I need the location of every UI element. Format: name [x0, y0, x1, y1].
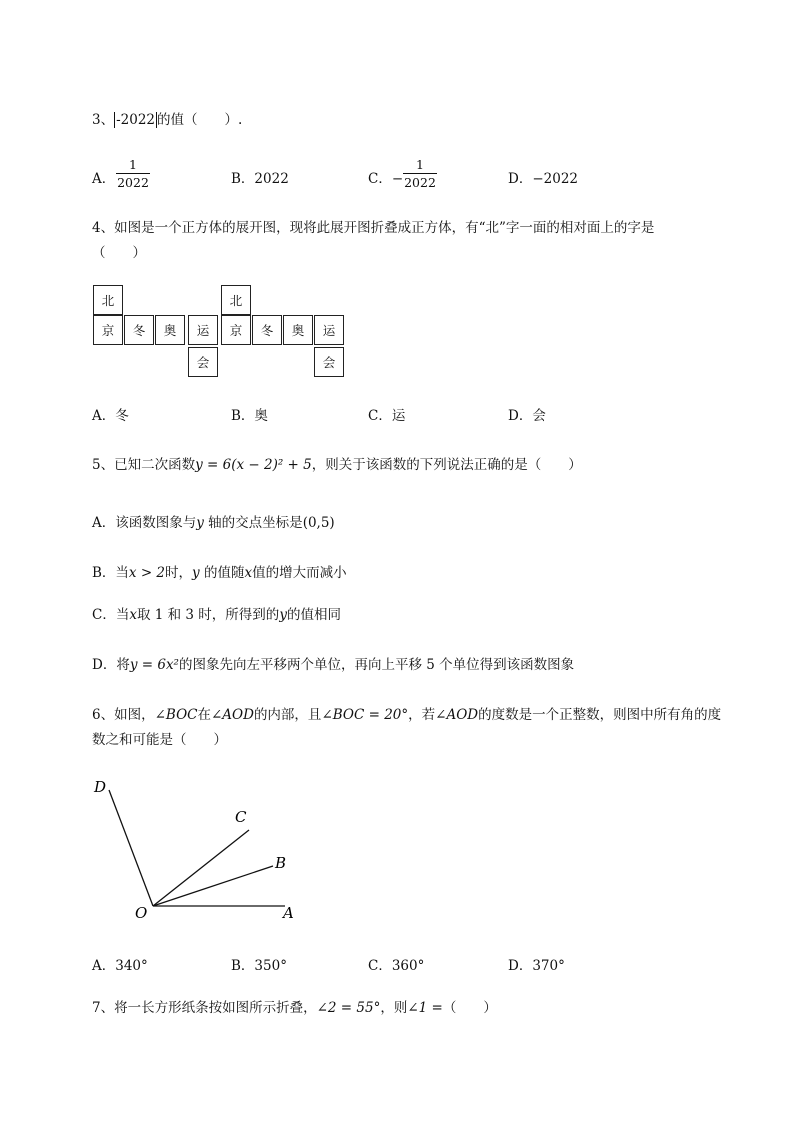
q6-option-d: D．370° — [508, 958, 565, 974]
option-text: 轴的交点坐标是 — [203, 515, 303, 531]
q4-option-a: A．冬 — [92, 408, 129, 424]
net-cell-jing: 京 — [221, 315, 251, 345]
net-cell-yun: 运 — [188, 315, 218, 345]
fraction-denominator: 2022 — [404, 175, 436, 190]
q5-stem — [92, 453, 582, 473]
net-cell-hui: 会 — [314, 347, 344, 377]
option-text: A．该函数图象与 — [92, 515, 197, 531]
q6-option-c: C．360° — [368, 958, 425, 974]
label-b: B — [275, 854, 287, 872]
stem-text: 的内部，且 — [253, 707, 322, 723]
option-text: 的图象先向左平移两个单位，再向上平移 5 个单位得到该函数图象 — [178, 657, 575, 673]
math-angle: ∠BOC — [154, 707, 198, 723]
net-cell-ao: 奥 — [155, 315, 185, 345]
fraction-bar — [116, 173, 150, 174]
q5-option-c — [92, 603, 341, 623]
net-cell-yun: 运 — [314, 315, 344, 345]
fraction-numerator: 1 — [129, 157, 137, 172]
option-text: 时， — [165, 565, 193, 581]
math-variable: y — [196, 515, 204, 531]
math-variable: x — [129, 607, 137, 623]
stem-text: 的度数是一个正整数，则图中所有角的度 — [478, 707, 722, 723]
stem-text: （ ） — [442, 1000, 497, 1016]
q7-stem — [92, 996, 497, 1016]
ray-od — [109, 790, 153, 906]
net-cell-north: 北 — [93, 285, 123, 315]
q4-option-c: C．运 — [368, 408, 406, 424]
label-d: D — [94, 778, 107, 796]
q3-option-a-label: A． — [92, 171, 116, 187]
q3-option-a-fraction — [116, 157, 150, 190]
q5-formula: y = 6(x − 2)² + 5 — [195, 457, 312, 473]
q4-option-b: B．奥 — [231, 408, 268, 424]
math-condition: x > 2 — [128, 565, 166, 581]
ray-oc — [153, 830, 249, 906]
math-point: (0,5) — [302, 515, 335, 531]
q3-number: 3、 — [92, 112, 115, 128]
math-angle: ∠1 = — [407, 1000, 443, 1016]
net-cell-ao: 奥 — [283, 315, 313, 345]
fraction-bar — [403, 173, 437, 174]
stem-text: 7、将一长方形纸条按如图所示折叠， — [92, 1000, 317, 1016]
net-cell-dong: 冬 — [252, 315, 282, 345]
math-angle: ∠2 = 55° — [316, 1000, 381, 1016]
label-o: O — [135, 904, 148, 922]
net-cell-north: 北 — [221, 285, 251, 315]
math-variable: x — [244, 565, 253, 581]
fraction-numerator: 1 — [416, 157, 424, 172]
q3-option-c-fraction — [403, 157, 437, 190]
q6-stem-line2: 数之和可能是（ ） — [92, 732, 227, 748]
option-text: D．将 — [92, 657, 130, 673]
ray-ob — [153, 866, 273, 906]
q3-abs-value: -2022 — [116, 112, 156, 128]
math-angle: ∠BOC = 20° — [321, 707, 409, 723]
option-text: 的值随 — [199, 565, 245, 581]
q4-stem-line1: 4、如图是一个正方体的展开图，现将此展开图折叠成正方体，有“北”字一面的相对面上的字是 — [92, 220, 655, 236]
q5-option-a — [92, 511, 335, 531]
q4-option-d: D．会 — [508, 408, 546, 424]
q5-stem-prefix: 5、已知二次函数 — [92, 457, 196, 473]
q3-stem-text: 的值（ ）. — [157, 112, 243, 128]
label-c: C — [235, 808, 247, 826]
q6-option-b: B．350° — [231, 958, 287, 974]
stem-text: 6、如图， — [92, 707, 155, 723]
q6-option-a: A．340° — [92, 958, 148, 974]
option-text: 取 1 和 3 时，所得到的 — [136, 607, 280, 623]
q3-option-d: D．−2022 — [508, 171, 578, 187]
option-text: B．当 — [92, 565, 129, 581]
q3-stem — [92, 108, 242, 128]
stem-text: ，若 — [408, 707, 436, 723]
net-cell-hui: 会 — [188, 347, 218, 377]
q3-option-c-label: C．− — [368, 171, 404, 187]
math-formula: y = 6x² — [129, 657, 179, 673]
net-cell-dong: 冬 — [124, 315, 154, 345]
math-angle: ∠AOD — [210, 707, 254, 723]
math-variable: y — [192, 565, 200, 581]
option-text: C．当 — [92, 607, 130, 623]
q5-option-d — [92, 653, 574, 673]
q5-stem-suffix: ，则关于该函数的下列说法正确的是（ ） — [311, 457, 582, 473]
fraction-denominator: 2022 — [117, 175, 149, 190]
label-a: A — [283, 904, 294, 922]
net-cell-jing: 京 — [93, 315, 123, 345]
q6-stem-line1 — [92, 703, 721, 723]
q5-option-b — [92, 561, 347, 581]
option-text: 的值相同 — [286, 607, 341, 623]
angle-figure — [85, 770, 315, 930]
q4-stem-line2: （ ） — [92, 245, 146, 261]
q3-option-b: B．2022 — [231, 171, 289, 187]
option-text: 值的增大而减小 — [252, 565, 347, 581]
math-angle: ∠AOD — [435, 707, 479, 723]
stem-text: ，则 — [380, 1000, 408, 1016]
stem-text: 在 — [197, 707, 211, 723]
math-variable: y — [279, 607, 287, 623]
